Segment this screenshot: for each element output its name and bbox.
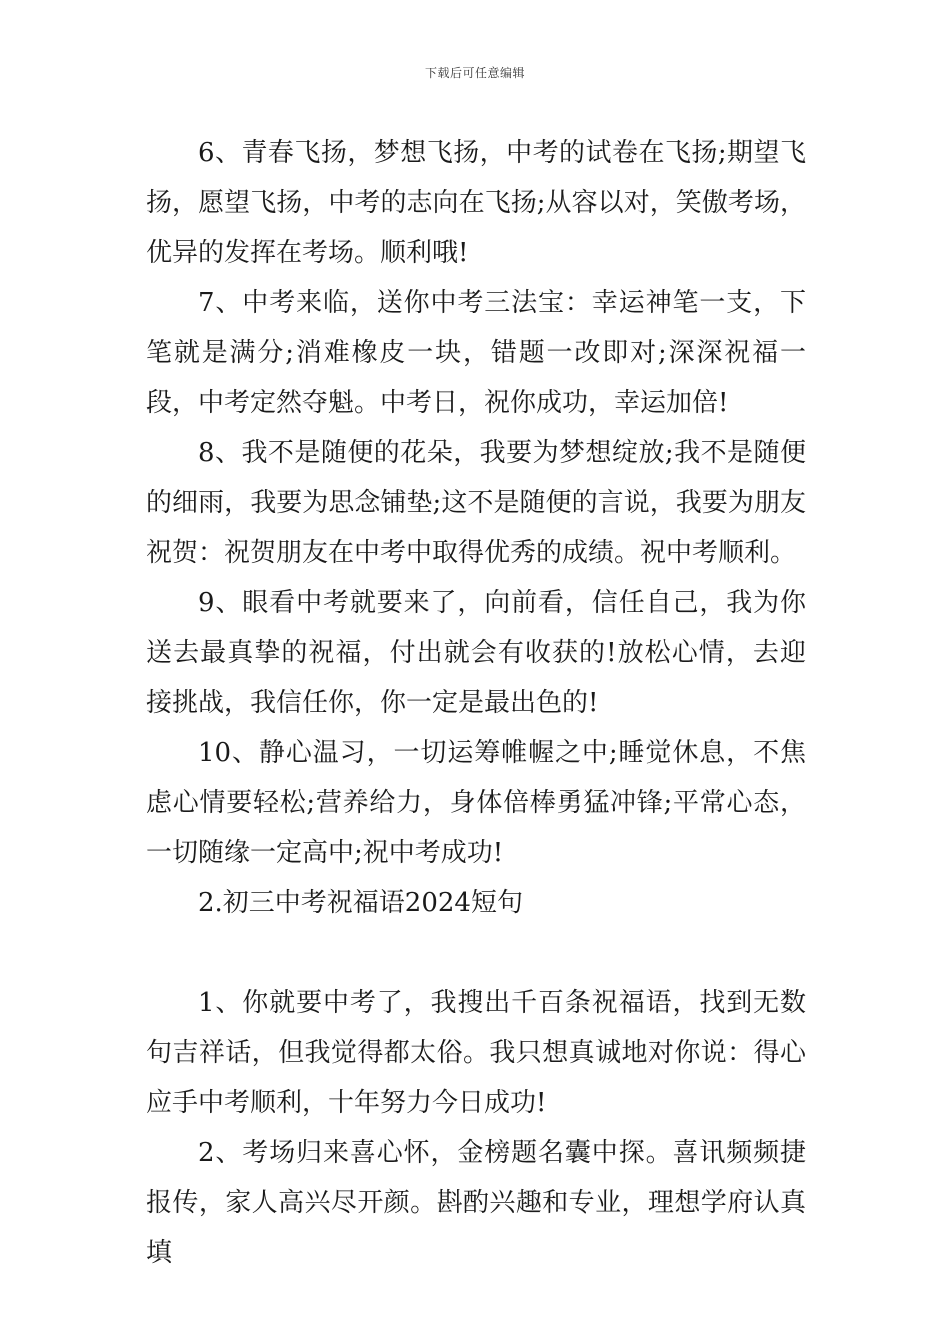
paragraph-7: 7、中考来临，送你中考三法宝：幸运神笔一支，下笔就是满分;消难橡皮一块，错题一改即对;深深祝福一段，中考定然夺魁。中考日，祝你成功，幸运加倍! [146, 288, 806, 418]
document-body [146, 128, 806, 1278]
section-heading: 2.初三中考祝福语2024短句 [198, 888, 523, 918]
paragraph-6: 6、青春飞扬，梦想飞扬，中考的试卷在飞扬;期望飞扬，愿望飞扬，中考的志向在飞扬;从容以对，笑傲考场，优异的发挥在考场。顺利哦! [146, 138, 806, 268]
section-spacer [146, 928, 806, 978]
header-note: 下载后可任意编辑 [424, 66, 525, 80]
paragraph-8: 8、我不是随便的花朵，我要为梦想绽放;我不是随便的细雨，我要为思念铺垫;这不是随便的言说，我要为朋友祝贺：祝贺朋友在中考中取得优秀的成绩。祝中考顺利。 [146, 438, 806, 568]
paragraph-s2-1: 1、你就要中考了，我搜出千百条祝福语，找到无数句吉祥话，但我觉得都太俗。我只想真诚地对你说：得心应手中考顺利，十年努力今日成功! [146, 988, 806, 1118]
paragraph-s2-2: 2、考场归来喜心怀，金榜题名囊中探。喜讯频频捷报传，家人高兴尽开颜。斟酌兴趣和专业，理想学府认真填 [146, 1138, 806, 1268]
paragraph-9: 9、眼看中考就要来了，向前看，信任自己，我为你送去最真挚的祝福，付出就会有收获的!放松心情，去迎接挑战，我信任你，你一定是最出色的! [146, 588, 806, 718]
paragraph-10: 10、静心温习，一切运筹帷幄之中;睡觉休息，不焦虑心情要轻松;营养给力，身体倍棒勇猛冲锋;平常心态，一切随缘一定高中;祝中考成功! [146, 738, 806, 868]
